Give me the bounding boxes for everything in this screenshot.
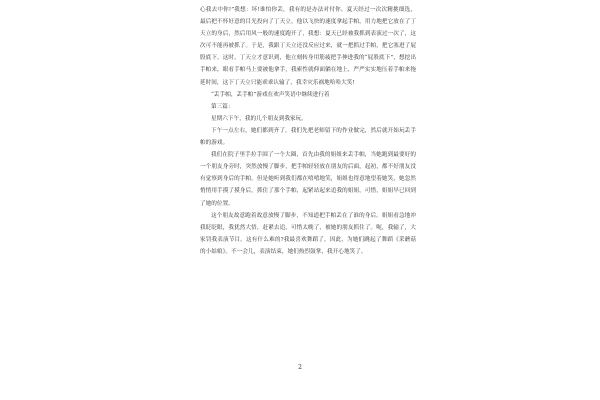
paragraph-2: “丢手帕，丢手帕”游戏在欢声笑语中继续进行着 — [211, 91, 330, 98]
paragraph-4: 星期六下午，我的几个朋友到我家玩。 — [211, 115, 307, 122]
paragraph-3-heading: 第三篇： — [211, 103, 234, 110]
paragraph-6: 我们在院子里手拉手围了一个大圈，首先由我的姐姐来丢手帕，当她跑到最要好的一个朋友身旁时，突然放慢了脚步，把手帕轻轻放在朋友的后面，起初，都不好朋友没有觉察到身后的手帕，但是她听到我们都在嘻嘻地笑，姐姐也得意地望着她笑，她忽然悄悄用手摸了摸身后，抓住了那个手帕，起紧站起来追我的姐姐，可惜，姐姐早已回到了她的位置。 — [200, 152, 416, 207]
paragraph-1: 心我去中你!”我想：坏!谁怕你丢，我有的是办法对付你。夏天经过一次次精挑细选，最后把不怀好意的目光投向了丁天立。他以飞快的速度拿起手帕，用力地把它放在了丁天立的身后，然后用风一般的速度跑开了，我想：夏天已经被我抓到表演过一次了，这次可不能再被抓了。于是，我跟丁天立还没反应过来，就一把抓过手帕，把它塞进了屁股底下。这时，丁天立才意识到，他立刻转身用筋疲把手伸进我的“屁股底下”，想挖出手帕来，眼看手帕马上要被他拿手，我索性就仰面躺在地上，严严实实地压着手帕来拖延时间，这下丁天立只能乖乖认输了，我幸灾乐祸地哈哈大笑! — [200, 7, 416, 86]
body-text — [200, 4, 416, 258]
page-number: 2 — [298, 364, 302, 371]
paragraph-5: 下午一点左右，她们都到齐了，我们先把老师留下的作业做完，然后就开始玩丢手帕的游戏。 — [200, 127, 416, 147]
paragraph-7: 这个朋友故意跑着故意放慢了脚步，不知道把手帕丢在了谁的身后。姐姐看急地冲我眨眨眼，我犹然大悟，赶紧去追，可惜太晚了，被她的朋友抓住了。呃，我输了，大家罚我表演节目。这有什么难的?我最喜欢舞蹈了，因此，为她们跳起了舞蹈《采蘑菇的小姑娘》。不一会儿，表演结束，她们热烈鼓掌，我开心地笑了。 — [200, 212, 416, 255]
